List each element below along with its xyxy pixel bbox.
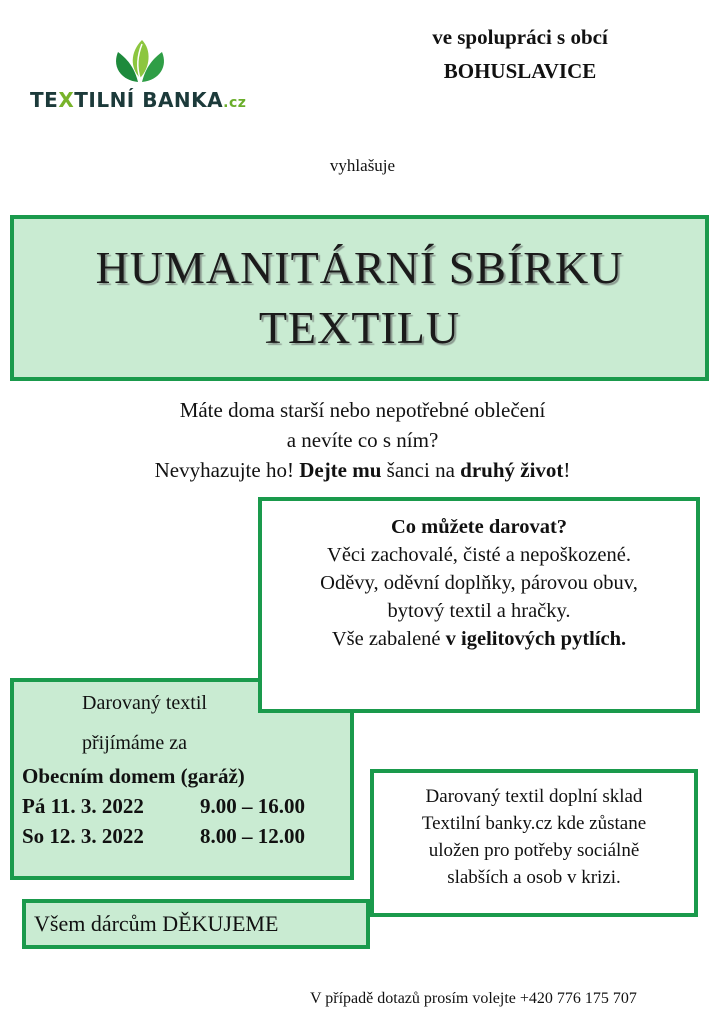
logo-text-main: TILNÍ BANKA	[74, 88, 224, 112]
warehouse-line-3: uložen pro potřeby sociálně	[428, 840, 640, 861]
donate-line-3: bytový textil a hračky.	[387, 600, 571, 622]
collection-place: Obecním domem (garáž)	[22, 764, 245, 788]
donate-line-1: Věci zachovalé, čisté a nepoškozené.	[327, 544, 631, 566]
intro-line-3-part: !	[563, 458, 571, 482]
collection-day-2: So 12. 3. 2022	[22, 824, 144, 848]
logo-wordmark	[30, 88, 246, 112]
warehouse-info-box	[370, 769, 698, 917]
warehouse-line-2: Textilní banky.cz kde zůstane	[421, 813, 647, 834]
logo-text-prefix: TE	[30, 88, 59, 112]
leaf-logo-icon	[112, 38, 168, 84]
title-line-2: TEXTILU	[258, 302, 461, 353]
intro-line-1: Máte doma starší nebo nepotřebné oblečení	[179, 398, 546, 422]
title-line-1: HUMANITÁRNÍ SBÍRKU	[95, 242, 624, 293]
page-title	[96, 238, 624, 358]
logo-text-cz: .cz	[223, 95, 247, 111]
collection-time-2: 8.00 – 12.00	[200, 824, 305, 848]
receive-line-1: Darovaný textil	[82, 692, 207, 714]
donate-line-4	[262, 625, 696, 653]
intro-line-3-part: Nevyhazujte ho!	[154, 458, 300, 482]
warehouse-line-1: Darovaný textil doplní sklad	[425, 786, 643, 807]
thanks-box: Všem dárcům DĚKUJEME	[22, 899, 370, 949]
intro-line-3-bold: Dejte mu	[299, 458, 382, 482]
cooperation-header	[400, 20, 640, 88]
municipality-name: BOHUSLAVICE	[443, 59, 597, 83]
warehouse-line-4: slabších a osob v krizi.	[447, 867, 621, 888]
textilni-banka-logo	[30, 38, 280, 120]
intro-text	[0, 395, 725, 485]
intro-line-2: a nevíte co s ním?	[286, 428, 439, 452]
receive-line-2: přijímáme za	[82, 732, 187, 754]
intro-line-3-bold: druhý život	[460, 458, 564, 482]
collection-time-1: 9.00 – 16.00	[200, 794, 305, 818]
collection-day-1: Pá 11. 3. 2022	[22, 794, 144, 818]
what-to-donate-box	[258, 497, 700, 713]
announces-text: vyhlašuje	[329, 156, 396, 175]
donate-line-2: Oděvy, oděvní doplňky, párovou obuv,	[320, 572, 638, 594]
intro-line-3	[0, 455, 725, 485]
logo-text-x: X	[58, 88, 75, 112]
title-banner	[10, 215, 709, 381]
intro-line-3-part: šanci na	[381, 458, 461, 482]
contact-footer: V případě dotazů prosím volejte +420 776 175 707	[310, 990, 637, 1007]
donate-line-4-part: Vše zabalené	[331, 628, 446, 650]
donate-heading: Co můžete darovat?	[390, 516, 568, 538]
cooperation-line: ve spolupráci s obcí	[432, 25, 608, 49]
donate-line-4-bold: v igelitových pytlích.	[445, 628, 627, 650]
